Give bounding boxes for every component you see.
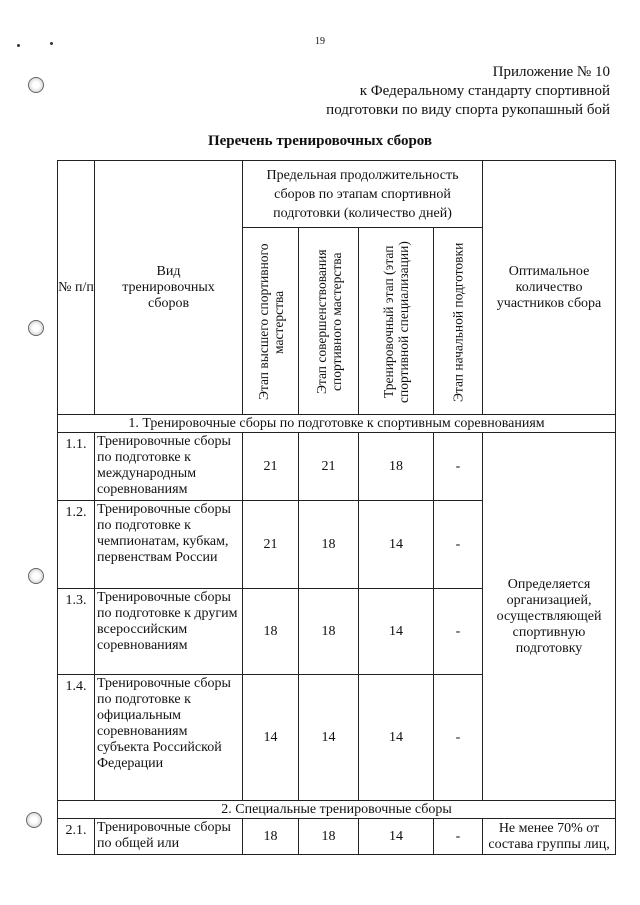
training-camps-table [57,160,616,855]
stage4-days: - [434,501,483,589]
appendix-line: к Федеральному стандарту спортивной [359,83,610,99]
header-stage3: Тренировочный этап (этап спортивной специализации) [381,241,411,403]
header-num: № п/п [58,161,95,415]
header-optimal: Оптимальное количество участников сбора [483,161,616,415]
stage2-days: 14 [299,675,359,801]
stage4-days: - [434,433,483,501]
header-type: Вид тренировочных сборов [95,161,243,415]
header-stage1-cell [243,228,299,415]
header-stage4-cell [434,228,483,415]
stage1-days: 18 [243,819,299,855]
stage4-days: - [434,819,483,855]
stage2-days: 18 [299,589,359,675]
row-number: 1.4. [58,675,95,801]
section-heading: 1. Тренировочные сборы по подготовке к спортивным соревнованиям [58,415,616,433]
stage2-days: 21 [299,433,359,501]
stage3-days: 14 [359,589,434,675]
header-stage3-cell [359,228,434,415]
header-duration-group: Предельная продолжительность сборов по этапам спортивной подготовки (количество дней) [243,161,483,228]
scan-mark [50,42,53,45]
row-number: 2.1. [58,819,95,855]
section-heading: 2. Специальные тренировочные сборы [58,801,616,819]
header-stage4: Этап начальной подготовки [450,242,466,402]
scan-mark [17,44,20,47]
optimal-participants: Определяется организацией, осуществляющей спортивную подготовку [483,433,616,801]
row-number: 1.2. [58,501,95,589]
stage4-days: - [434,589,483,675]
camp-name: Тренировочные сборы по подготовке к другим всероссийским соревнованиям [95,589,243,675]
stage3-days: 14 [359,501,434,589]
punch-hole-icon [26,812,42,828]
camp-name: Тренировочные сборы по общей или [95,819,243,855]
header-stage2: Этап совершенствования спортивного мастерства [313,249,344,395]
camp-name: Тренировочные сборы по подготовке к международным соревнованиям [95,433,243,501]
appendix-header [326,63,610,120]
camp-name: Тренировочные сборы по подготовке к официальным соревнованиям субъекта Российской Федерации [95,675,243,801]
punch-hole-icon [28,320,44,336]
header-stage2-cell [299,228,359,415]
document-title: Перечень тренировочных сборов [207,133,433,149]
stage2-days: 18 [299,501,359,589]
stage3-days: 18 [359,433,434,501]
header-stage1: Этап высшего спортивного мастерства [255,243,286,401]
stage2-days: 18 [299,819,359,855]
page-number: 19 [315,36,325,47]
stage1-days: 18 [243,589,299,675]
row-number: 1.1. [58,433,95,501]
stage3-days: 14 [359,819,434,855]
punch-hole-icon [28,568,44,584]
stage3-days: 14 [359,675,434,801]
stage1-days: 21 [243,433,299,501]
optimal-participants: Не менее 70% от состава группы лиц, [483,819,616,855]
stage4-days: - [434,675,483,801]
appendix-line: подготовки по виду спорта рукопашный бой [326,102,610,118]
stage1-days: 21 [243,501,299,589]
appendix-line: Приложение № 10 [492,64,610,80]
punch-hole-icon [28,77,44,93]
stage1-days: 14 [243,675,299,801]
camp-name: Тренировочные сборы по подготовке к чемпионатам, кубкам, первенствам России [95,501,243,589]
row-number: 1.3. [58,589,95,675]
